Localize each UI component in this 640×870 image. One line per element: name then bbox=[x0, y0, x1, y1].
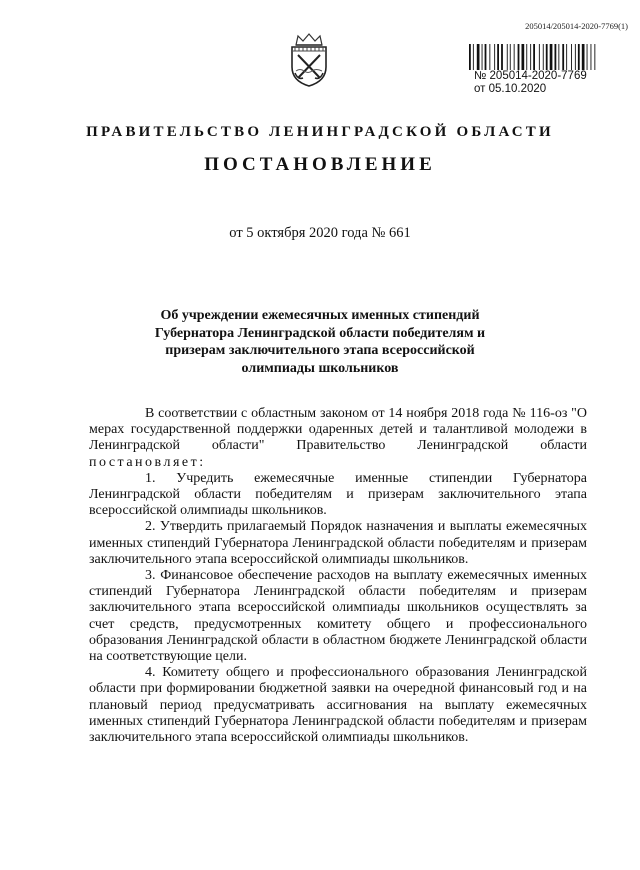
barcode-bar bbox=[473, 44, 474, 70]
barcode-bar bbox=[571, 44, 572, 70]
preamble-paragraph bbox=[89, 406, 587, 471]
barcode-bar bbox=[507, 44, 508, 70]
paragraph-4: 4. Комитету общего и профессионального образования Ленинградской области при формировании бюджетной заявки на очередной финансовый год и на плановый период предусматривать ассигнования на выплату ежемесячных именных стипендий Губернатора Ленинградской области победителям и призерам заключительного этапа всероссийской олимпиады школьников. bbox=[89, 665, 587, 746]
barcode-bar bbox=[582, 44, 585, 70]
document-date-number: от 5 октября 2020 года № 661 bbox=[229, 225, 411, 241]
document-id: 205014/205014-2020-7769(1) bbox=[525, 21, 628, 31]
barcode-bar bbox=[578, 44, 580, 70]
paragraph-1: 1. Учредить ежемесячные именные стипендии Губернатора Ленинградской области победителям и призерам заключительного этапа всероссийской олимпиады школьников. bbox=[89, 470, 587, 519]
barcode-icon bbox=[468, 44, 626, 70]
barcode-bar bbox=[587, 44, 588, 70]
registration-stamp bbox=[464, 44, 628, 96]
barcode-bar bbox=[530, 44, 531, 70]
barcode-bar bbox=[477, 44, 480, 70]
barcode-bar bbox=[510, 44, 511, 70]
barcode-bar bbox=[485, 44, 487, 70]
barcode-bar bbox=[543, 44, 544, 70]
barcode-bar bbox=[497, 44, 499, 70]
barcode-bar bbox=[501, 44, 503, 70]
barcode-bar bbox=[566, 44, 567, 70]
barcode-bar bbox=[489, 44, 490, 70]
barcode-bar bbox=[558, 44, 559, 70]
document-type: ПОСТАНОВЛЕНИЕ bbox=[204, 154, 436, 175]
barcode-bar bbox=[575, 44, 576, 70]
issuing-authority: ПРАВИТЕЛЬСТВО ЛЕНИНГРАДСКОЙ ОБЛАСТИ bbox=[86, 124, 554, 140]
barcode-bar bbox=[546, 44, 548, 70]
barcode-bar bbox=[562, 44, 564, 70]
barcode-bar bbox=[494, 44, 495, 70]
registration-number: № 205014-2020-7769 bbox=[474, 70, 587, 82]
barcode-bar bbox=[518, 44, 520, 70]
document-title: Об учреждении ежемесячных именных стипендий Губернатора Ленинградской области победителям и призерам заключительного этапа всероссийской олимпиады школьников bbox=[154, 308, 486, 376]
preamble-text: В соответствии с областным законом от 14 ноября 2018 года № 116-оз "О мерах государственной поддержки одаренных детей и талантливой молодежи в Ленинградской области" Правительство Ленинградской области bbox=[89, 406, 587, 454]
registration-date: от 05.10.2020 bbox=[474, 83, 547, 95]
document-body bbox=[89, 406, 587, 746]
leningrad-oblast-coat-of-arms-icon bbox=[288, 33, 330, 87]
barcode-bar bbox=[469, 44, 471, 70]
barcode-bar bbox=[591, 44, 592, 70]
barcode-bar bbox=[514, 44, 515, 70]
barcode-bar bbox=[533, 44, 535, 70]
barcode-bar bbox=[526, 44, 527, 70]
barcode-bar bbox=[555, 44, 557, 70]
barcode-bar bbox=[539, 44, 540, 70]
paragraph-2: 2. Утвердить прилагаемый Порядок назначения и выплаты ежемесячных именных стипендий Губернатора Ленинградской области победителям и призерам заключительного этапа всероссийской олимпиады школьников. bbox=[89, 519, 587, 567]
barcode-bar bbox=[550, 44, 553, 70]
barcode-bar bbox=[594, 44, 595, 70]
barcode-bar bbox=[522, 44, 525, 70]
paragraph-3: 3. Финансовое обеспечение расходов на выплату ежемесячных именных стипендий Губернатора Ленинградской области победителям и призерам заключительного этапа всероссийской олимпиады школьников осуществлять за счет средств, предусмотренных комитету общего и профессионального образования Ленинградской области в областном бюджете Ленинградской области на соответствующие цели. bbox=[89, 568, 587, 665]
barcode-bar bbox=[482, 44, 483, 70]
resolves-word: постановляет: bbox=[89, 454, 206, 470]
